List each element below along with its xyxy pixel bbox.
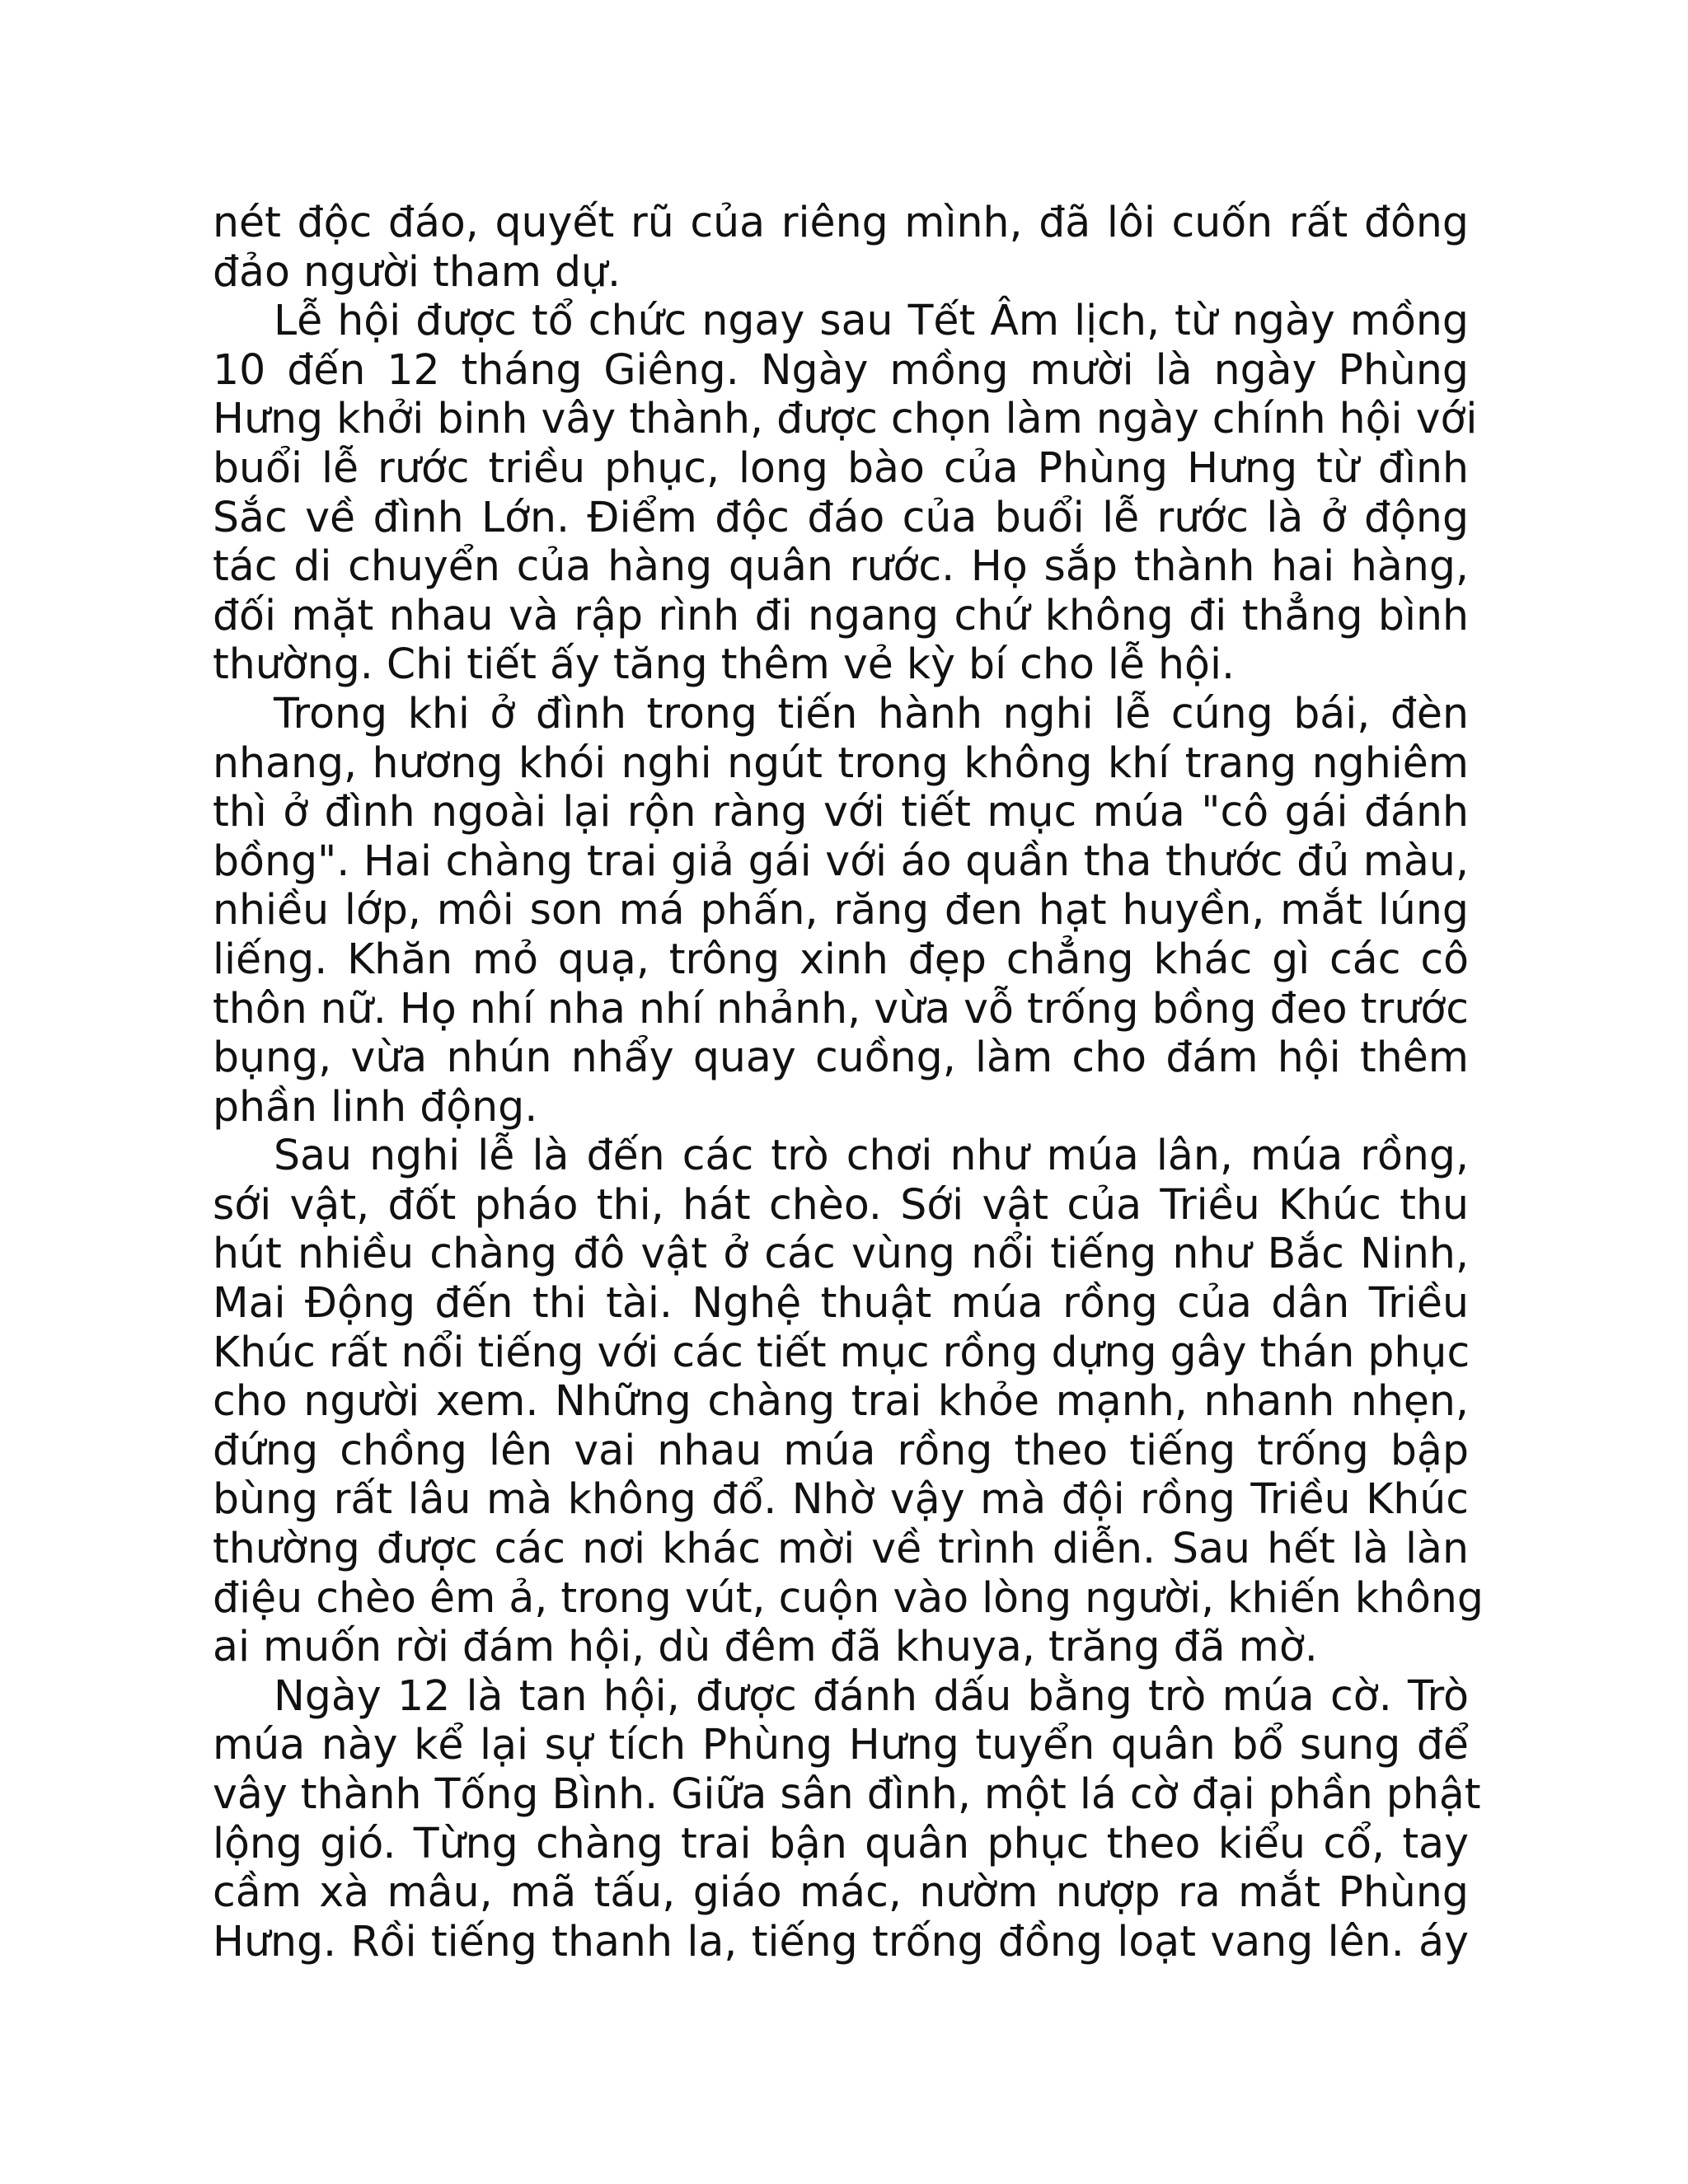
paragraph-2 (213, 296, 1478, 689)
text-line: điệu chèo êm ả, trong vút, cuộn vào lòng người, khiến không (213, 1572, 1484, 1622)
paragraph-4 (213, 1131, 1484, 1671)
paragraph-5 (213, 1671, 1481, 1966)
document-page (213, 198, 1484, 1966)
text-line: đối mặt nhau và rập rình đi ngang chứ không đi thẳng bình (213, 590, 1469, 640)
text-line: Lễ hội được tổ chức ngay sau Tết Âm lịch, từ ngày mồng (274, 296, 1469, 345)
text-line: tác di chuyển của hàng quân rước. Họ sắp thành hai hàng, (213, 541, 1469, 591)
text-line: đảo người tham dự. (213, 246, 621, 296)
text-line: Hưng khởi binh vây thành, được chọn làm ngày chính hội với (213, 394, 1478, 443)
text-line: múa này kể lại sự tích Phùng Hưng tuyển quân bổ sung để (213, 1720, 1469, 1769)
text-line: sới vật, đốt pháo thi, hát chèo. Sới vật của Triều Khúc thu (213, 1179, 1469, 1229)
text-line: thôn nữ. Họ nhí nha nhí nhảnh, vừa vỗ trống bồng đeo trước (213, 983, 1469, 1033)
text-line: Sắc về đình Lớn. Điểm độc đáo của buổi lễ rước là ở động (213, 492, 1469, 541)
text-line: nhang, hương khói nghi ngút trong không khí trang nghiêm (213, 738, 1469, 787)
text-line: Ngày 12 là tan hội, được đánh dấu bằng trò múa cờ. Trò (274, 1671, 1469, 1720)
text-line: Sau nghi lễ là đến các trò chơi như múa lân, múa rồng, (274, 1131, 1469, 1180)
text-line: ai muốn rời đám hội, dù đêm đã khuya, trăng đã mờ. (213, 1622, 1318, 1671)
text-line: bùng rất lâu mà không đổ. Nhờ vậy mà đội rồng Triều Khúc (213, 1474, 1469, 1524)
text-line: Mai Động đến thi tài. Nghệ thuật múa rồng của dân Triều (213, 1278, 1469, 1328)
text-line: buổi lễ rước triều phục, long bào của Phùng Hưng từ đình (213, 443, 1469, 492)
text-line: Hưng. Rồi tiếng thanh la, tiếng trống đồng loạt vang lên. áy (213, 1916, 1469, 1966)
text-line: cầm xà mâu, mã tấu, giáo mác, nườm nượp ra mắt Phùng (213, 1868, 1469, 1917)
text-line: thường được các nơi khác mời về trình diễn. Sau hết là làn (213, 1524, 1469, 1573)
text-line: hút nhiều chàng đô vật ở các vùng nổi tiếng như Bắc Ninh, (213, 1229, 1469, 1278)
text-line: thường. Chi tiết ấy tăng thêm vẻ kỳ bí cho lễ hội. (213, 640, 1236, 689)
text-line: bụng, vừa nhún nhẩy quay cuồng, làm cho đám hội thêm (213, 1033, 1469, 1082)
paragraph-3 (213, 689, 1469, 1131)
text-line: 10 đến 12 tháng Giêng. Ngày mồng mười là ngày Phùng (213, 344, 1469, 394)
text-line: phần linh động. (213, 1081, 538, 1131)
text-line: liếng. Khăn mỏ quạ, trông xinh đẹp chẳng khác gì các cô (213, 934, 1469, 983)
text-line: cho người xem. Những chàng trai khỏe mạnh, nhanh nhẹn, (213, 1376, 1469, 1426)
text-line: Khúc rất nổi tiếng với các tiết mục rồng dựng gây thán phục (213, 1327, 1470, 1376)
paragraph-1 (213, 198, 1469, 296)
text-line: nét độc đáo, quyết rũ của riêng mình, đã lôi cuốn rất đông (213, 198, 1469, 246)
text-line: thì ở đình ngoài lại rộn ràng với tiết mục múa "cô gái đánh (213, 787, 1469, 837)
text-line: nhiều lớp, môi son má phấn, răng đen hạt huyền, mắt lúng (213, 885, 1469, 935)
text-line: Trong khi ở đình trong tiến hành nghi lễ cúng bái, đèn (274, 688, 1469, 738)
text-line: đứng chồng lên vai nhau múa rồng theo tiếng trống bập (213, 1425, 1469, 1474)
text-line: vây thành Tống Bình. Giữa sân đình, một lá cờ đại phần phật (213, 1769, 1481, 1818)
text-line: lộng gió. Từng chàng trai bận quân phục theo kiểu cổ, tay (213, 1818, 1469, 1868)
text-line: bồng". Hai chàng trai giả gái với áo quần tha thước đủ màu, (213, 836, 1469, 885)
